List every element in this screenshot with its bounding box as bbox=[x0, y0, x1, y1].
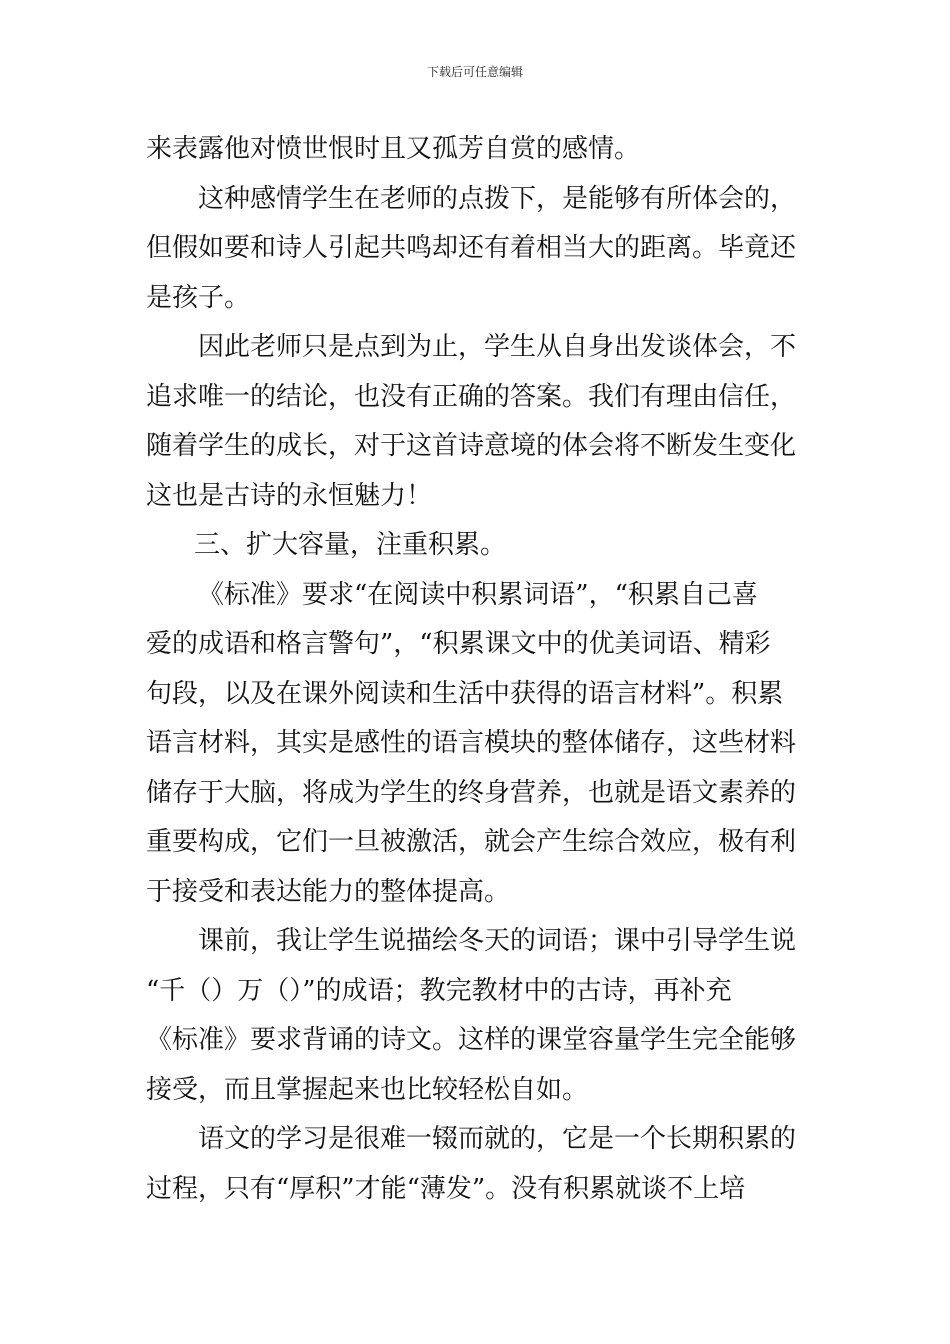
text-line: 过程，只有“厚积”才能“薄发”。没有积累就谈不上培 bbox=[146, 1173, 746, 1204]
page-header: 下载后可任意编辑 bbox=[426, 65, 523, 79]
text-line: 储存于大脑，将成为学生的终身营养，也就是语文素养的 bbox=[146, 777, 797, 808]
text-line: 随着学生的成长，对于这首诗意境的体会将不断发生变化 bbox=[146, 431, 797, 461]
text-line: 课前，我让学生说描绘冬天的词语；课中引导学生说 bbox=[198, 926, 797, 956]
text-line: 重要构成，它们一旦被激活，就会产生综合效应，极有利 bbox=[146, 827, 797, 857]
text-line: 《标准》要求背诵的诗文。这样的课堂容量学生完全能够 bbox=[146, 1025, 797, 1055]
text-line: “千（）万（）”的成语；教完教材中的古诗，再补充 bbox=[146, 975, 732, 1006]
text-line: 语言材料，其实是感性的语言模块的整体储存，这些材料 bbox=[146, 728, 797, 758]
text-line: 语文的学习是很难一辍而就的，它是一个长期积累的 bbox=[198, 1124, 797, 1154]
text-line: 是孩子。 bbox=[146, 282, 251, 313]
text-line: 但假如要和诗人引起共鸣却还有着相当大的距离。毕竟还 bbox=[146, 233, 797, 263]
document-body bbox=[146, 125, 808, 1214]
text-line: 于接受和表达能力的整体提高。 bbox=[146, 876, 511, 907]
text-line: 爱的成语和格言警句”，“积累课文中的优美词语、精彩 bbox=[146, 629, 771, 659]
text-line: 接受，而且掌握起来也比较轻松自如。 bbox=[146, 1074, 589, 1105]
text-line: 这也是古诗的永恒魅力！ bbox=[146, 480, 433, 511]
text-line: 因此老师只是点到为止，学生从自身出发谈体会，不 bbox=[198, 332, 797, 362]
text-line: 《标准》要求“在阅读中积累词语”，“积累自己喜 bbox=[198, 579, 758, 610]
text-line: 追求唯一的结论，也没有正确的答案。我们有理由信任， bbox=[146, 381, 797, 412]
text-line: 句段，以及在课外阅读和生活中获得的语言材料”。积累 bbox=[146, 678, 784, 709]
text-line: 来表露他对愤世恨时且又孤芳自赏的感情。 bbox=[146, 134, 641, 164]
text-line: 这种感情学生在老师的点拨下，是能够有所体会的， bbox=[198, 183, 797, 214]
section-heading: 三、扩大容量，注重积累。 bbox=[194, 530, 507, 560]
